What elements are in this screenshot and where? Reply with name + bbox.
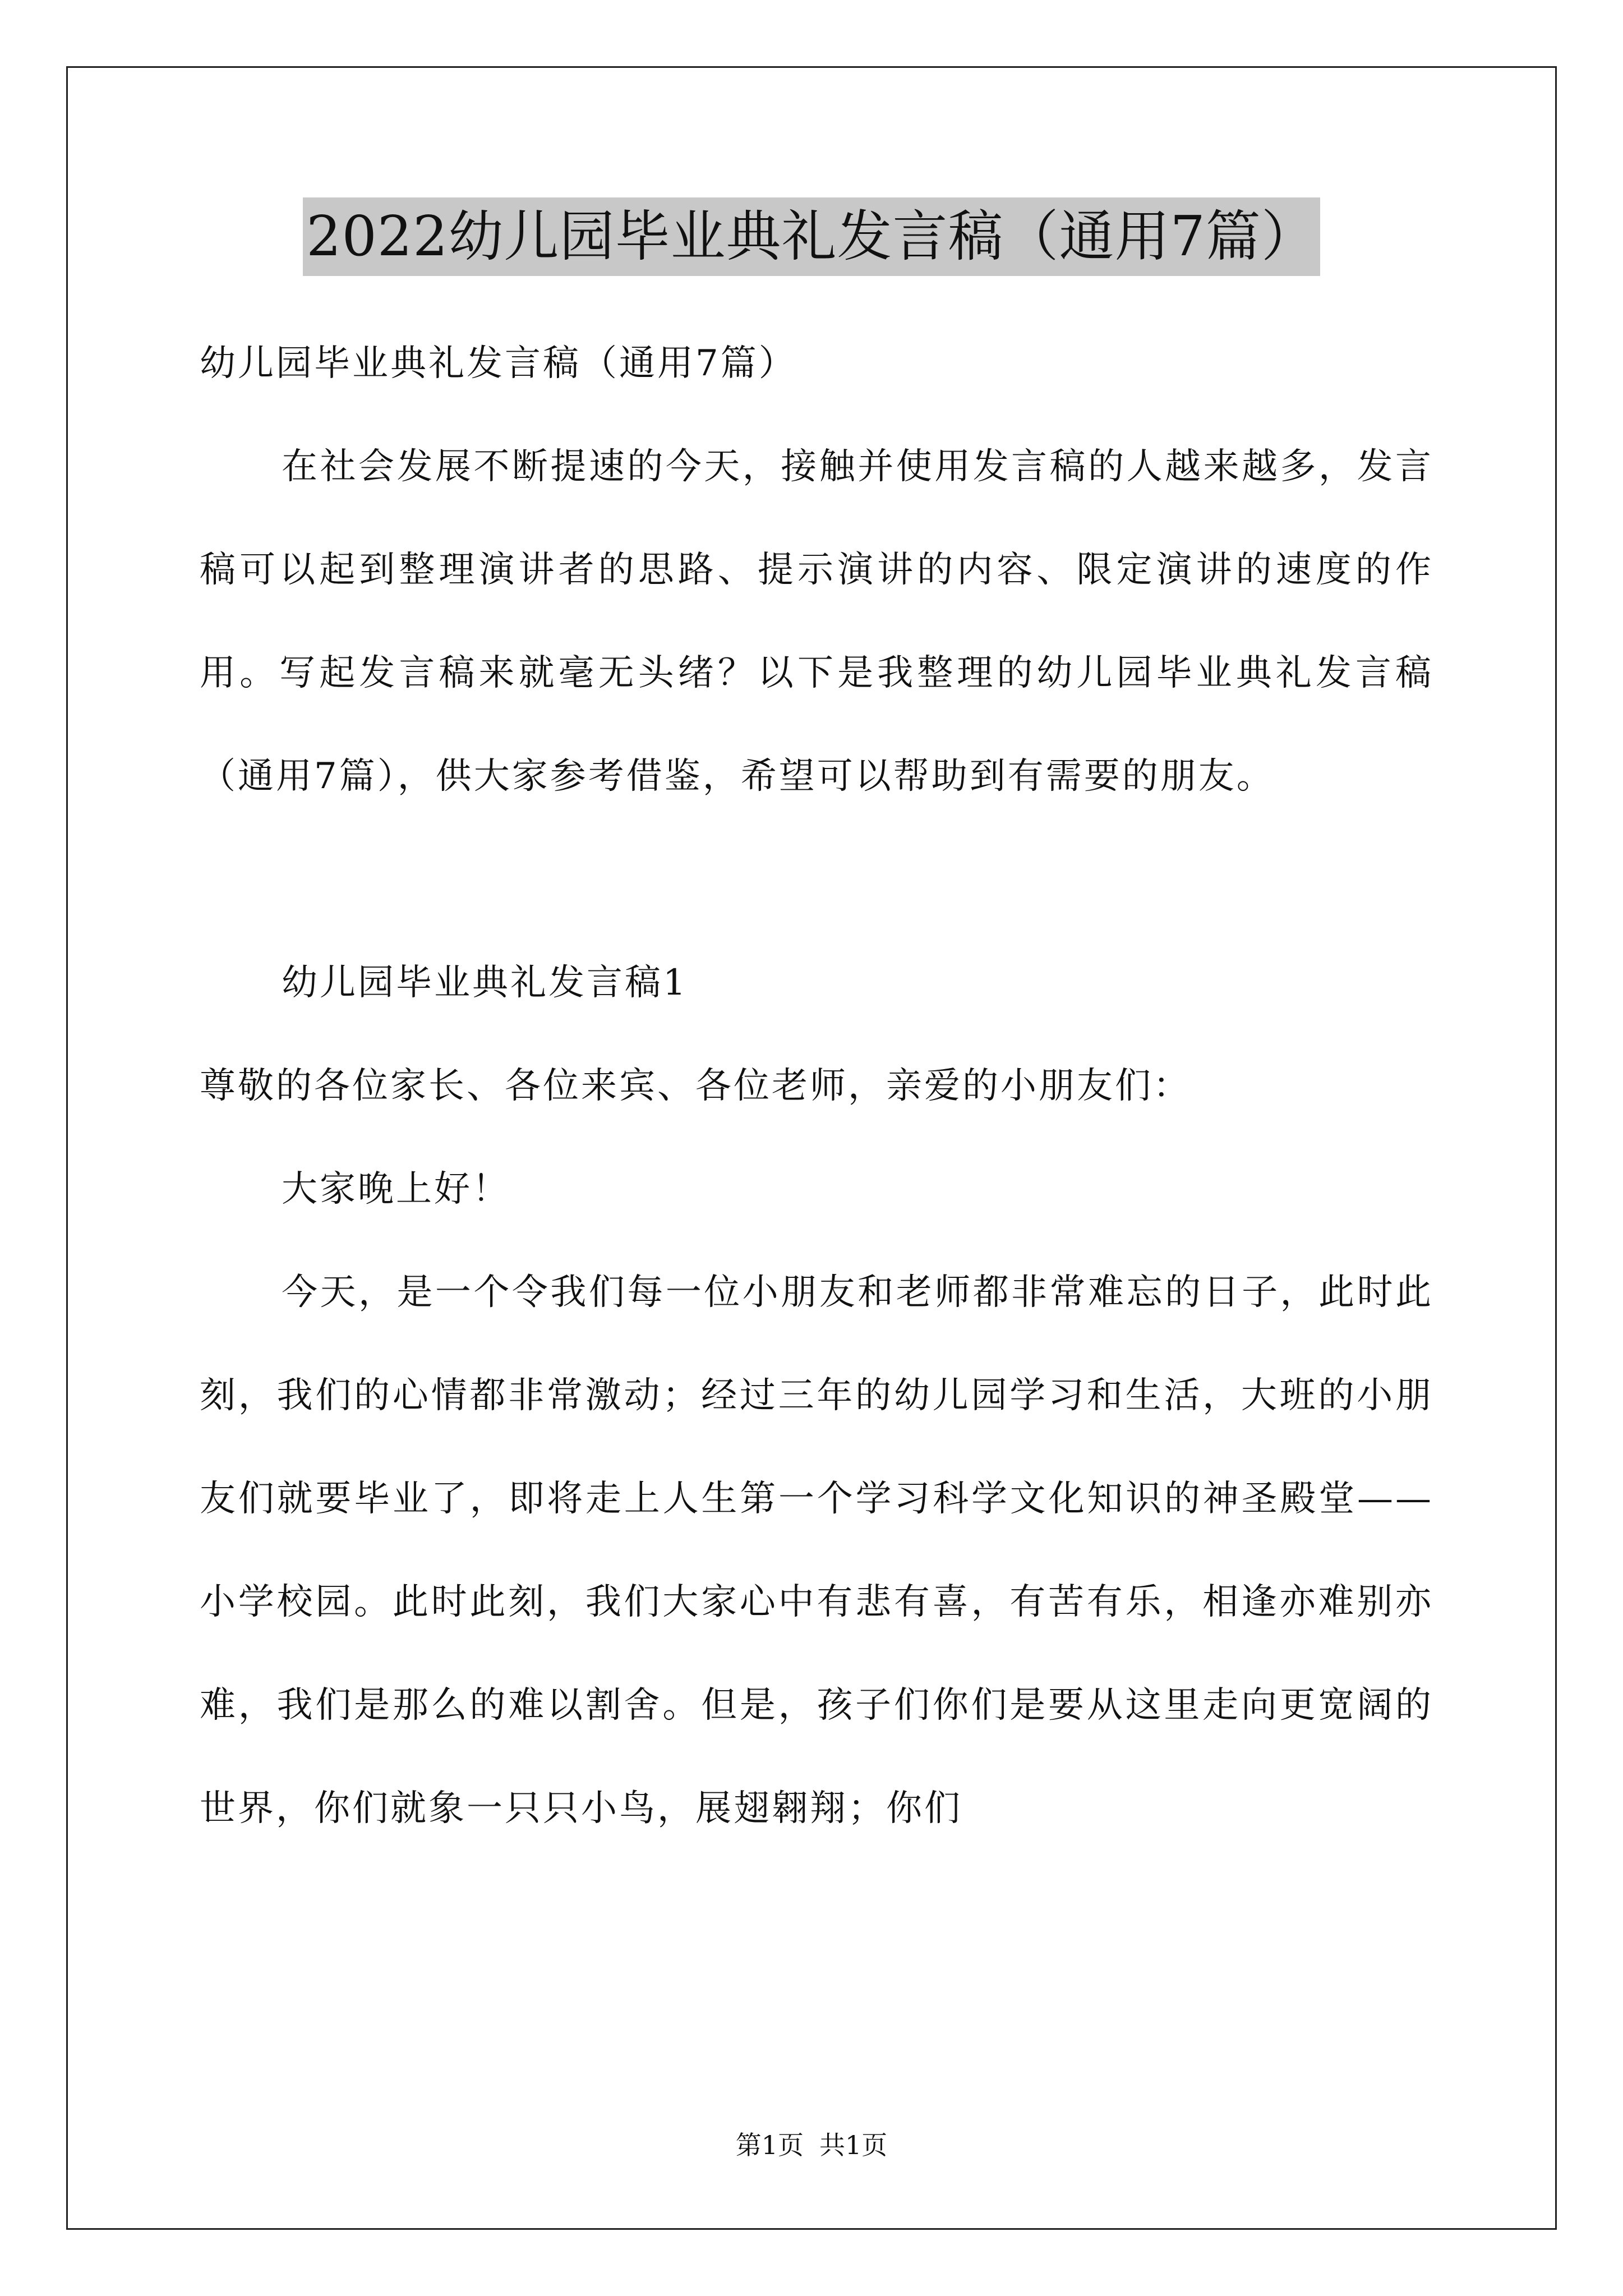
document-title: 2022幼儿园毕业典礼发言稿（通用7篇）: [303, 197, 1320, 276]
document-body: [200, 312, 1433, 1860]
title-block: [0, 197, 1623, 276]
page-footer: [0, 2128, 1623, 2162]
intro-paragraph: 在社会发展不断提速的今天，接触并使用发言稿的人越来越多，发言稿可以起到整理演讲者的思路、提示演讲的内容、限定演讲的速度的作用。写起发言稿来就毫无头绪？以下是我整理的幼儿园毕业典礼发言稿（通用7篇），供大家参考借鉴，希望可以帮助到有需要的朋友。: [200, 446, 1433, 797]
section-heading: 幼儿园毕业典礼发言稿1: [282, 962, 688, 1004]
salutation-paragraph: 尊敬的各位家长、各位来宾、各位老师，亲爱的小朋友们：: [200, 1065, 1191, 1107]
greeting-paragraph: 大家晚上好！: [282, 1168, 510, 1210]
page-number: 第1页: [735, 2130, 804, 2160]
speech-paragraph: 今天，是一个令我们每一位小朋友和老师都非常难忘的日子，此时此刻，我们的心情都非常激动；经过三年的幼儿园学习和生活，大班的小朋友们就要毕业了，即将走上人生第一个学习科学文化知识的神圣殿堂——小学校园。此时此刻，我们大家心中有悲有喜，有苦有乐，相逢亦难别亦难，我们是那么的难以割舍。但是，孩子们你们是要从这里走向更宽阔的世界，你们就象一只只小鸟，展翅翱翔；你们: [200, 1272, 1433, 1829]
subtitle-paragraph: 幼儿园毕业典礼发言稿（通用7篇）: [200, 343, 797, 384]
paragraph-gap: [200, 828, 1433, 931]
page-total: 共1页: [819, 2130, 888, 2160]
